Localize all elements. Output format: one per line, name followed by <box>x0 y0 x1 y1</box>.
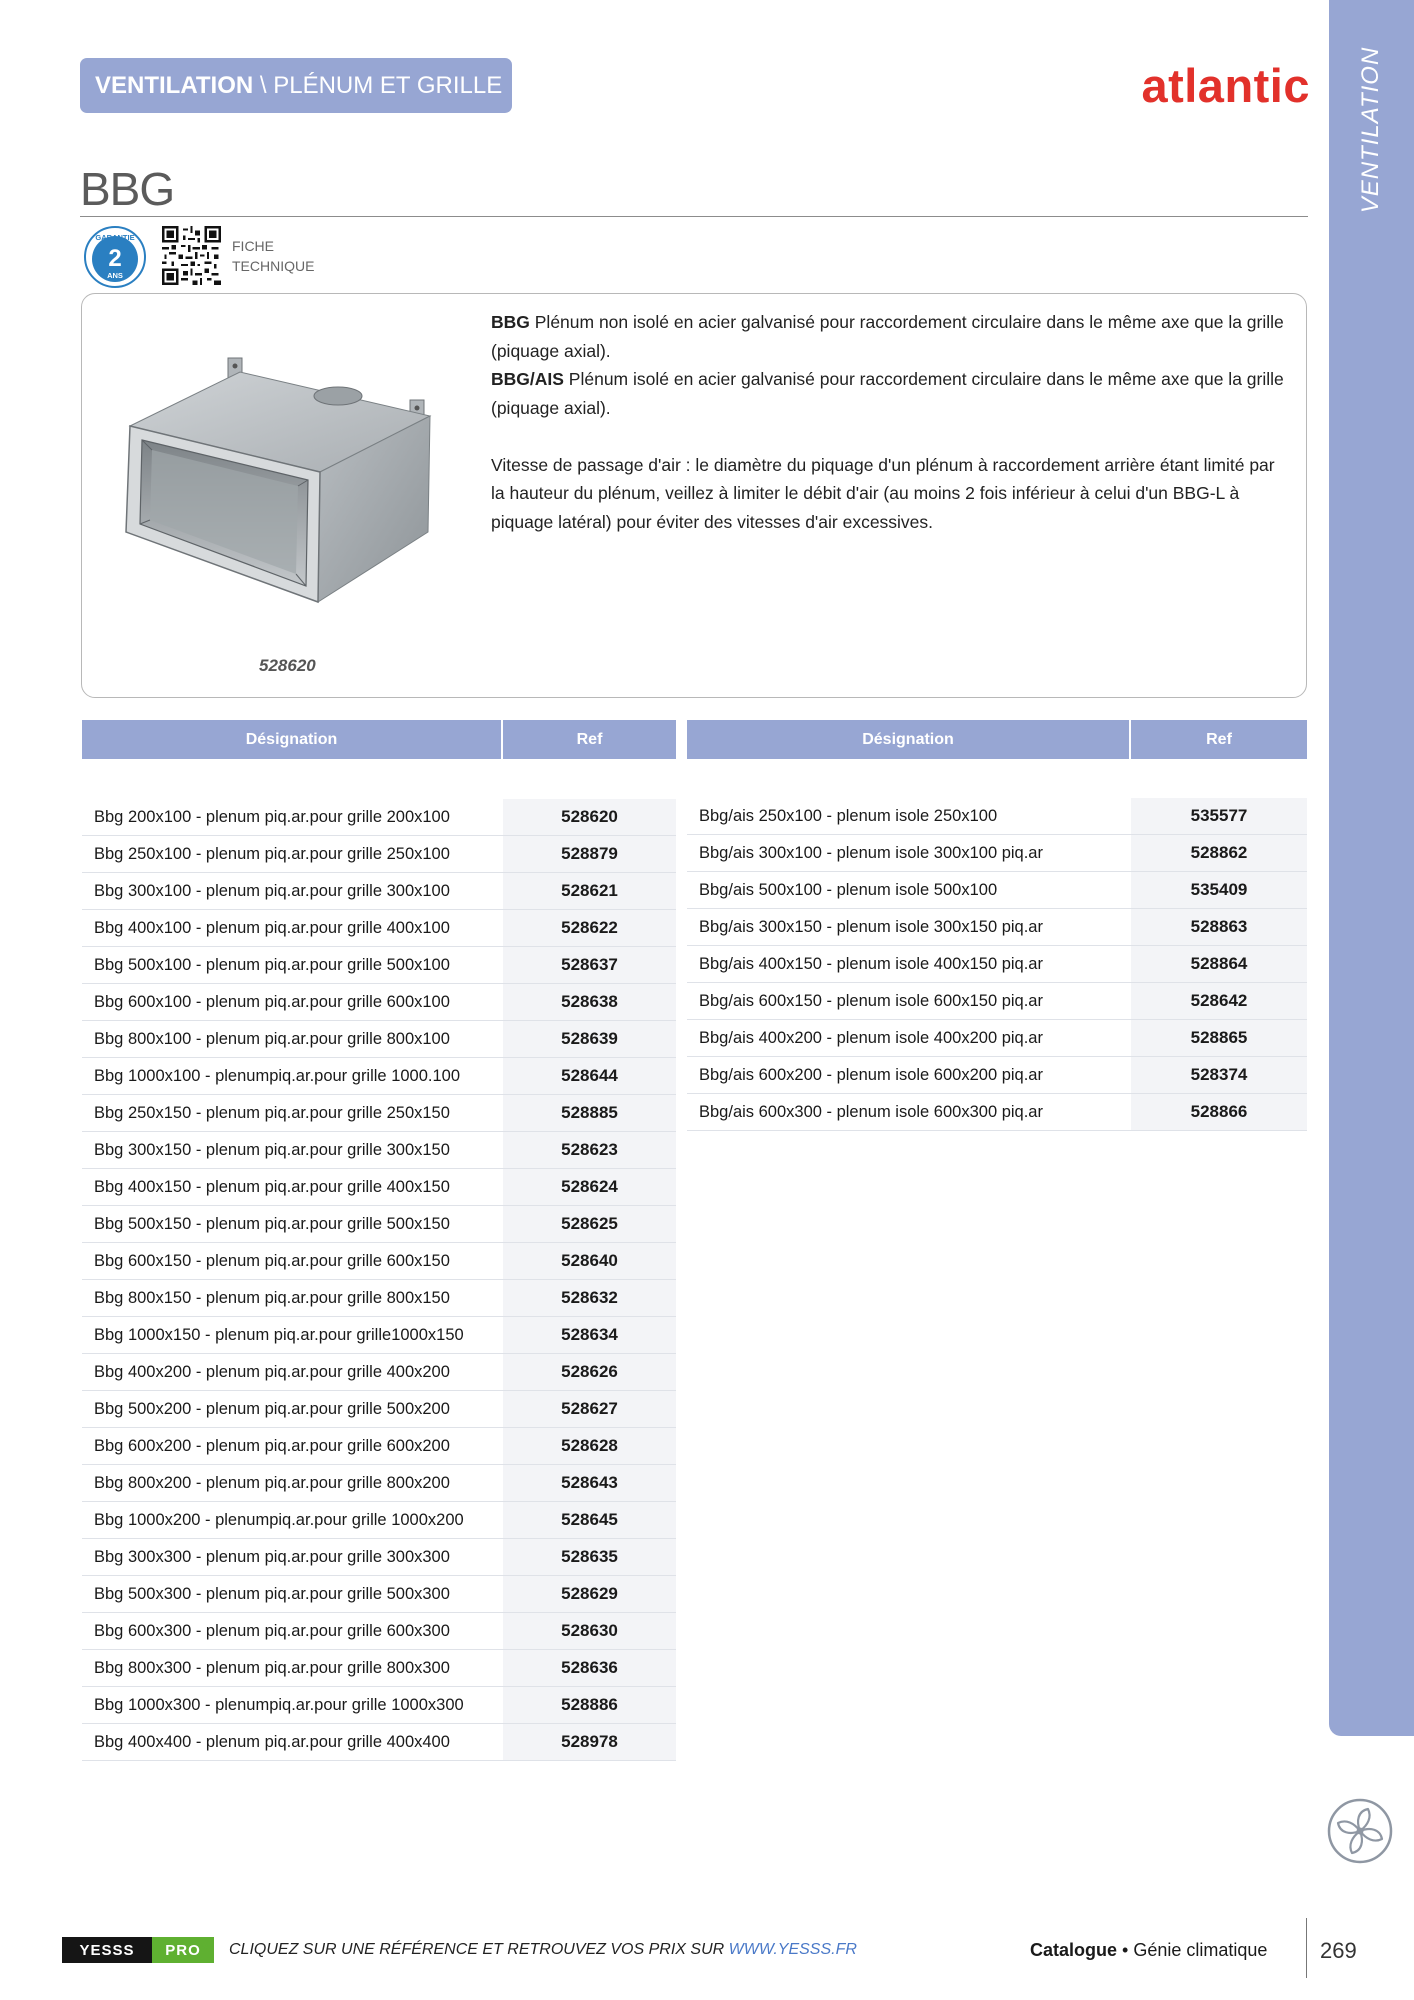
row-designation: Bbg 300x150 - plenum piq.ar.pour grille 300x150 <box>94 1140 450 1159</box>
table-row <box>82 1539 676 1576</box>
footer-divider <box>1306 1918 1307 1978</box>
row-ref-link[interactable]: 528863 <box>1131 909 1307 945</box>
row-ref-link[interactable]: 528644 <box>503 1058 676 1094</box>
table-row <box>82 1465 676 1502</box>
table-row <box>687 909 1307 946</box>
table-row <box>82 1576 676 1613</box>
row-designation: Bbg 500x200 - plenum piq.ar.pour grille 500x200 <box>94 1399 450 1418</box>
row-designation: Bbg 400x400 - plenum piq.ar.pour grille 400x400 <box>94 1732 450 1751</box>
row-designation: Bbg 800x150 - plenum piq.ar.pour grille 800x150 <box>94 1288 450 1307</box>
row-designation: Bbg 600x200 - plenum piq.ar.pour grille 600x200 <box>94 1436 450 1455</box>
row-ref-link[interactable]: 535577 <box>1131 798 1307 834</box>
row-ref-link[interactable]: 528638 <box>503 984 676 1020</box>
atlantic-logo: atlantic <box>1141 59 1310 112</box>
row-designation: Bbg/ais 600x150 - plenum isole 600x150 piq.ar <box>699 991 1043 1010</box>
table-row <box>687 798 1307 835</box>
row-ref-link[interactable]: 528634 <box>503 1317 676 1353</box>
row-designation: Bbg 200x100 - plenum piq.ar.pour grille 200x100 <box>94 807 450 826</box>
row-ref-link[interactable]: 528886 <box>503 1687 676 1723</box>
breadcrumb <box>80 58 512 113</box>
product-description <box>491 308 1291 536</box>
table-row <box>82 1132 676 1169</box>
plenum-product-image <box>120 346 450 616</box>
row-designation: Bbg/ais 300x150 - plenum isole 300x150 piq.ar <box>699 917 1043 936</box>
logo-pro: PRO <box>152 1937 214 1963</box>
column-header-ref: Ref <box>1131 720 1307 759</box>
row-designation: Bbg 300x100 - plenum piq.ar.pour grille 300x100 <box>94 881 450 900</box>
row-designation: Bbg 1000x300 - plenumpiq.ar.pour grille 1000x300 <box>94 1695 464 1714</box>
table-body <box>687 798 1307 1131</box>
row-designation: Bbg 500x100 - plenum piq.ar.pour grille 500x100 <box>94 955 450 974</box>
table-row <box>82 1169 676 1206</box>
table-header <box>687 720 1307 759</box>
table-row <box>687 946 1307 983</box>
row-designation: Bbg 500x150 - plenum piq.ar.pour grille 500x150 <box>94 1214 450 1233</box>
yesss-pro-logo <box>62 1937 214 1963</box>
row-designation: Bbg 600x150 - plenum piq.ar.pour grille 600x150 <box>94 1251 450 1270</box>
qr-code-icon[interactable] <box>162 226 221 285</box>
desc-bbg-name: BBG <box>491 312 530 332</box>
side-section-label: VENTILATION <box>1357 46 1384 214</box>
row-designation: Bbg/ais 250x100 - plenum isole 250x100 <box>699 806 998 825</box>
row-ref-link[interactable]: 528374 <box>1131 1057 1307 1093</box>
table-row <box>82 1095 676 1132</box>
row-ref-link[interactable]: 528627 <box>503 1391 676 1427</box>
footer-cta <box>229 1941 857 1959</box>
desc-air-speed: Vitesse de passage d'air : le diamètre du piquage d'un plénum à raccordement arrière étant limité par la hauteur du plénum, veillez à limiter le débit d'air (au moins 2 fois inférieur à celui d'un BBG-L à piquage latéral) pour éviter des vitesses d'air excessives. <box>491 454 1275 532</box>
row-designation: Bbg 600x100 - plenum piq.ar.pour grille 600x100 <box>94 992 450 1011</box>
table-row <box>82 1243 676 1280</box>
footer-url-link[interactable]: WWW.YESSS.FR <box>728 1941 857 1958</box>
row-ref-link[interactable]: 528978 <box>503 1724 676 1760</box>
table-row <box>82 1687 676 1724</box>
footer-catalogue-label: Catalogue <box>1030 1940 1118 1960</box>
table-row <box>82 1206 676 1243</box>
row-ref-link[interactable]: 528620 <box>503 799 676 835</box>
row-designation: Bbg/ais 600x300 - plenum isole 600x300 piq.ar <box>699 1102 1043 1121</box>
row-ref-link[interactable]: 528885 <box>503 1095 676 1131</box>
row-designation: Bbg/ais 300x100 - plenum isole 300x100 piq.ar <box>699 843 1043 862</box>
breadcrumb-separator: \ <box>253 72 274 99</box>
desc-bbg-text: Plénum non isolé en acier galvanisé pour raccordement circulaire dans le même axe que la grille (piquage axial). <box>491 312 1284 361</box>
row-ref-link[interactable]: 528862 <box>1131 835 1307 871</box>
row-designation: Bbg 500x300 - plenum piq.ar.pour grille 500x300 <box>94 1584 450 1603</box>
row-designation: Bbg 400x100 - plenum piq.ar.pour grille 400x100 <box>94 918 450 937</box>
row-ref-link[interactable]: 528632 <box>503 1280 676 1316</box>
fiche-label-line1: FICHE <box>232 238 274 254</box>
table-row <box>82 1391 676 1428</box>
fan-icon <box>1326 1797 1394 1865</box>
table-row <box>82 1650 676 1687</box>
table-row <box>82 1502 676 1539</box>
table-row <box>82 1317 676 1354</box>
table-row <box>82 799 676 836</box>
row-ref-link[interactable]: 528640 <box>503 1243 676 1279</box>
row-ref-link[interactable]: 528645 <box>503 1502 676 1538</box>
row-ref-link[interactable]: 528864 <box>1131 946 1307 982</box>
garantie-number: 2 <box>108 245 122 272</box>
row-ref-link[interactable]: 528621 <box>503 873 676 909</box>
table-header <box>82 720 676 759</box>
column-header-designation: Désignation <box>687 720 1131 759</box>
bbg-reference-table <box>82 720 676 1761</box>
desc-bbg-ais-text: Plénum isolé en acier galvanisé pour raccordement circulaire dans le même axe que la grille (piquage axial). <box>491 369 1284 418</box>
row-ref-link[interactable]: 528624 <box>503 1169 676 1205</box>
garantie-badge-icon <box>84 226 146 288</box>
row-ref-link[interactable]: 528637 <box>503 947 676 983</box>
table-row <box>687 872 1307 909</box>
footer-cta-text: CLIQUEZ SUR UNE RÉFÉRENCE ET RETROUVEZ VOS PRIX SUR <box>229 1941 729 1958</box>
row-designation: Bbg 1000x150 - plenum piq.ar.pour grille1000x150 <box>94 1325 464 1344</box>
table-row <box>82 1428 676 1465</box>
row-designation: Bbg 250x150 - plenum piq.ar.pour grille 250x150 <box>94 1103 450 1122</box>
fiche-technique-link[interactable] <box>232 236 314 276</box>
row-ref-link[interactable]: 528639 <box>503 1021 676 1057</box>
footer-bullet: • <box>1117 1940 1134 1960</box>
table-row <box>82 910 676 947</box>
page-title: BBG <box>80 163 175 215</box>
page-number: 269 <box>1320 1938 1357 1963</box>
row-designation: Bbg 800x100 - plenum piq.ar.pour grille 800x100 <box>94 1029 450 1048</box>
row-ref-link[interactable]: 535409 <box>1131 872 1307 908</box>
table-row <box>82 873 676 910</box>
row-designation: Bbg 400x150 - plenum piq.ar.pour grille 400x150 <box>94 1177 450 1196</box>
logo-yesss: YESSS <box>62 1937 152 1963</box>
product-image-ref: 528620 <box>259 656 316 675</box>
row-ref-link[interactable]: 528866 <box>1131 1094 1307 1130</box>
row-designation: Bbg/ais 400x150 - plenum isole 400x150 piq.ar <box>699 954 1043 973</box>
row-designation: Bbg/ais 600x200 - plenum isole 600x200 piq.ar <box>699 1065 1043 1084</box>
table-row <box>82 947 676 984</box>
table-body <box>82 799 676 1761</box>
table-row <box>82 1280 676 1317</box>
garantie-unit: ANS <box>107 271 123 280</box>
breadcrumb-section: VENTILATION <box>95 72 254 99</box>
table-row <box>687 1094 1307 1131</box>
row-designation: Bbg/ais 500x100 - plenum isole 500x100 <box>699 880 998 899</box>
row-ref-link[interactable]: 528629 <box>503 1576 676 1612</box>
table-row <box>82 1058 676 1095</box>
side-section-tab <box>1329 0 1414 1736</box>
row-ref-link[interactable]: 528626 <box>503 1354 676 1390</box>
title-divider <box>80 216 1308 217</box>
row-ref-link[interactable]: 528628 <box>503 1428 676 1464</box>
row-ref-link[interactable]: 528643 <box>503 1465 676 1501</box>
table-row <box>82 836 676 873</box>
row-designation: Bbg 800x300 - plenum piq.ar.pour grille 800x300 <box>94 1658 450 1677</box>
table-row <box>82 1613 676 1650</box>
row-designation: Bbg 1000x200 - plenumpiq.ar.pour grille 1000x200 <box>94 1510 464 1529</box>
footer-category: Génie climatique <box>1133 1940 1268 1960</box>
table-row <box>687 835 1307 872</box>
row-designation: Bbg 400x200 - plenum piq.ar.pour grille 400x200 <box>94 1362 450 1381</box>
desc-bbg <box>491 308 1291 365</box>
desc-bbg-ais <box>491 365 1291 422</box>
row-ref-link[interactable]: 528865 <box>1131 1020 1307 1056</box>
footer-catalogue <box>1030 1940 1267 1961</box>
row-ref-link[interactable]: 528636 <box>503 1650 676 1686</box>
row-ref-link[interactable]: 528635 <box>503 1539 676 1575</box>
table-row <box>82 1354 676 1391</box>
row-ref-link[interactable]: 528642 <box>1131 983 1307 1019</box>
fiche-label-line2: TECHNIQUE <box>232 258 315 274</box>
bbg-ais-reference-table <box>687 720 1307 1131</box>
row-ref-link[interactable]: 528630 <box>503 1613 676 1649</box>
row-designation: Bbg 600x300 - plenum piq.ar.pour grille 600x300 <box>94 1621 450 1640</box>
row-designation: Bbg 300x300 - plenum piq.ar.pour grille 300x300 <box>94 1547 450 1566</box>
row-ref-link[interactable]: 528623 <box>503 1132 676 1168</box>
garantie-arc-text: GARANTIE <box>95 233 135 242</box>
table-row <box>687 1057 1307 1094</box>
column-header-designation: Désignation <box>82 720 503 759</box>
column-header-ref: Ref <box>503 720 676 759</box>
table-row <box>687 983 1307 1020</box>
row-ref-link[interactable]: 528879 <box>503 836 676 872</box>
row-designation: Bbg/ais 400x200 - plenum isole 400x200 piq.ar <box>699 1028 1043 1047</box>
row-designation: Bbg 800x200 - plenum piq.ar.pour grille 800x200 <box>94 1473 450 1492</box>
row-designation: Bbg 1000x100 - plenumpiq.ar.pour grille 1000.100 <box>94 1066 461 1085</box>
table-row <box>687 1020 1307 1057</box>
desc-bbg-ais-name: BBG/AIS <box>491 369 564 389</box>
table-row <box>82 1021 676 1058</box>
table-row <box>82 984 676 1021</box>
row-ref-link[interactable]: 528622 <box>503 910 676 946</box>
table-row <box>82 1724 676 1761</box>
breadcrumb-subsection: PLÉNUM ET GRILLE <box>273 72 503 99</box>
row-designation: Bbg 250x100 - plenum piq.ar.pour grille 250x100 <box>94 844 450 863</box>
row-ref-link[interactable]: 528625 <box>503 1206 676 1242</box>
